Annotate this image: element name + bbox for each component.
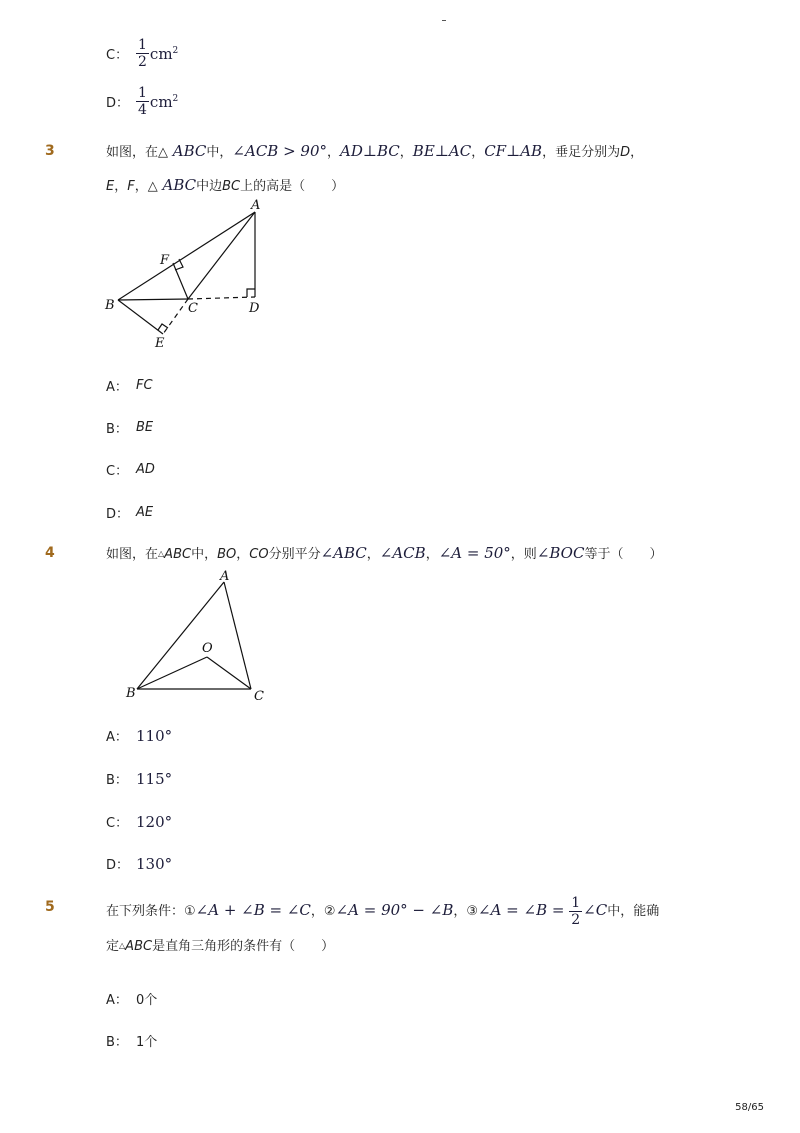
page-number: 58/65 [735,1102,764,1113]
question-5-line-2: 定△ABC是直角三角形的条件有（ ） [106,939,335,954]
label-o: O [202,641,213,656]
question-number-5: 5 [45,899,55,915]
q4-option-a[interactable]: A： 110° [106,726,173,745]
question-number-3: 3 [45,143,55,159]
segment-ab [118,212,255,300]
segment-be [118,300,163,334]
segment-ca [188,212,255,299]
fraction-one-half: $\frac{1}{2}$ [571,895,581,928]
label-c: C [188,301,198,316]
question-5-text [106,893,736,964]
unit: $cm^2$ [149,92,179,111]
q4-option-d[interactable]: D： 130° [106,854,173,873]
q5-option-a[interactable]: A： 0个 [106,993,158,1008]
triangle-figure-q4 [112,566,282,706]
triangle-figure-q3 [100,196,270,356]
q3-option-c[interactable]: C： AD [106,462,155,479]
question-5-line-1: 在下列条件：①∠A + ∠B = ∠C，②∠A = 90° − ∠B，③∠A = ∠B = $\frac{1}{2}$ ∠C中，能确 [106,895,660,928]
segment-ab [137,582,224,689]
prev-option-c[interactable] [106,38,178,69]
label-a: A [251,198,261,213]
question-3-line-2: E，F，△ ABC中边BC上的高是（ ） [106,176,345,194]
label-d: D [249,301,260,316]
q3-option-b[interactable]: B： BE [106,420,154,437]
unit: $cm^2$ [149,44,179,63]
q3-option-d[interactable]: D： AE [106,505,154,522]
question-3-text [106,135,736,203]
label-b: B [126,686,136,701]
segment-bo [137,657,207,689]
header-mark [442,20,446,21]
label-f: F [160,253,170,268]
prev-option-d[interactable] [106,86,178,117]
label-b: B [105,298,115,313]
q4-option-b[interactable]: B： 115° [106,769,173,788]
segment-bc [118,299,188,300]
option-label: D： [106,96,130,111]
question-4-line-1: 如图，在△ABC中，BO，CO分别平分∠ABC，∠ACB，∠A = 50°，则∠BOC等于（ ） [106,544,663,562]
q4-option-c[interactable]: C： 120° [106,812,173,831]
fraction: $\frac{1}{2}$ [138,37,147,70]
question-number-4: 4 [45,545,55,561]
q3-option-a[interactable]: A： FC [106,378,153,395]
fraction: $\frac{1}{4}$ [138,85,147,118]
label-a: A [220,569,230,584]
q5-option-b[interactable]: B： 1个 [106,1035,158,1050]
segment-ce-dashed [163,299,188,334]
option-label: C： [106,48,129,63]
right-angle-d [247,289,255,297]
label-c: C [254,689,264,704]
question-3-line-1: 如图，在△ ABC中，∠ACB > 90°，AD⊥BC，BE⊥AC，CF⊥AB，垂足分别为D， [106,142,644,160]
segment-cd-dashed [188,297,255,299]
label-e: E [155,336,165,351]
